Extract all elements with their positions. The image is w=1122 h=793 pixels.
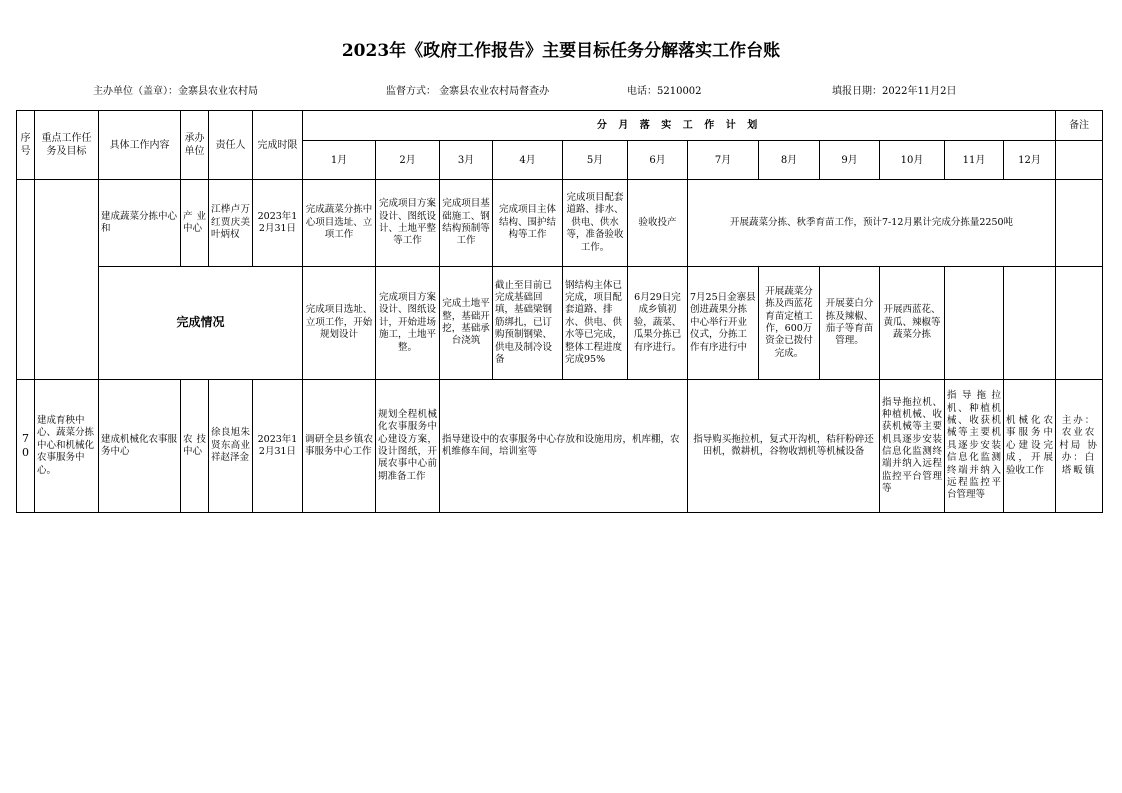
host-unit: 主办单位（盖章）：金寨县农业农村局 bbox=[93, 86, 258, 97]
status-cell-m2: 完成项目方案设计、图纸设计，开始进场施工，土地平整。 bbox=[376, 267, 440, 380]
plan-cell-m2: 完成项目方案设计、图纸设计、土地平整等工作 bbox=[376, 180, 440, 267]
table-row bbox=[17, 180, 1103, 267]
header-seq: 序号 bbox=[17, 111, 35, 180]
note-cell: 主办：农业农村局 协办：白塔畈镇 bbox=[1056, 380, 1103, 513]
plan-cell-m10: 指导拖拉机、种植机械、收获机械等主要机具逐步安装信息化监测终端并纳入远程监控平台管理等 bbox=[880, 380, 945, 513]
header-task: 重点工作任务及目标 bbox=[35, 111, 99, 180]
month-header: 12月 bbox=[1004, 141, 1056, 180]
plan-cell-m1: 完成蔬菜分拣中心项目选址、立项工作 bbox=[303, 180, 376, 267]
header-deadline: 完成时限 bbox=[253, 111, 303, 180]
status-cell-m10: 开展西蓝花、黄瓜、辣椒等蔬菜分拣 bbox=[880, 267, 945, 380]
plan-cell-m6: 验收投产 bbox=[628, 180, 688, 267]
person-cell: 徐良旭朱贤东高业祥赵泽金 bbox=[209, 380, 253, 513]
status-cell-m4: 截止至目前已完成基础回填，基础梁钢筋绑扎，已订购预制钢梁、供电及制冷设备 bbox=[493, 267, 563, 380]
person-cell: 江桦卢万红贾庆美叶炳权 bbox=[209, 180, 253, 267]
header-note: 备注 bbox=[1056, 111, 1103, 141]
plan-cell-m3: 完成项目基础施工、钢结构预制等工作 bbox=[440, 180, 493, 267]
plan-cell-m4: 完成项目主体结构、围护结构等工作 bbox=[493, 180, 563, 267]
status-cell-m8: 开展蔬菜分拣及西蓝花育苗定植工作，600万资金已拨付完成。 bbox=[759, 267, 820, 380]
header-org: 承办单位 bbox=[181, 111, 209, 180]
plan-cell-m7-12: 开展蔬菜分拣、秋季育苗工作，预计7-12月累计完成分拣量2250吨 bbox=[688, 180, 1056, 267]
report-title: 2023年《政府工作报告》主要目标任务分解落实工作台账 bbox=[341, 41, 781, 61]
month-header: 5月 bbox=[563, 141, 628, 180]
note-cell bbox=[1056, 141, 1103, 180]
task-cell: 建成育秧中心、蔬菜分拣中心和机械化农事服务中心。 bbox=[35, 380, 99, 513]
plan-cell-m7-9: 指导购买拖拉机，复式开沟机，秸秆粉碎还田机，微耕机，谷物收割机等机械设备 bbox=[688, 380, 880, 513]
header-content: 具体工作内容 bbox=[99, 111, 181, 180]
note-cell bbox=[1056, 180, 1103, 267]
supervision-method: 监督方式： 金寨县农业农村局督查办 bbox=[386, 86, 550, 97]
phone: 电话：5210002 bbox=[627, 86, 702, 97]
status-cell-m3: 完成土地平整，基础开挖，基础承台浇筑 bbox=[440, 267, 493, 380]
org-cell: 农技中心 bbox=[181, 380, 209, 513]
month-header: 8月 bbox=[759, 141, 820, 180]
deadline-cell: 2023年12月31日 bbox=[253, 380, 303, 513]
header-row bbox=[17, 111, 1103, 141]
org-cell: 产业中心 bbox=[181, 180, 209, 267]
month-header: 1月 bbox=[303, 141, 376, 180]
plan-cell-m12: 机械化农事服务中心建设完成，开展验收工作 bbox=[1004, 380, 1056, 513]
task-ledger-table bbox=[16, 110, 1103, 513]
status-label: 完成情况 bbox=[99, 267, 303, 380]
plan-cell-m2: 规划全程机械化农事服务中心建设方案，设计图纸，开展农事中心前期准备工作 bbox=[376, 380, 440, 513]
plan-cell-m5: 完成项目配套道路、排水、供电、供水等，准备验收工作。 bbox=[563, 180, 628, 267]
plan-cell-m1: 调研全县乡镇农事服务中心工作 bbox=[303, 380, 376, 513]
seq-cell bbox=[17, 180, 35, 380]
status-cell-m9: 开展荽白分拣及辣椒、茄子等育苗管理。 bbox=[820, 267, 880, 380]
status-cell-m12 bbox=[1004, 267, 1056, 380]
seq-cell: 70 bbox=[17, 380, 35, 513]
content-cell: 建成蔬菜分拣中心和 bbox=[99, 180, 181, 267]
month-header: 7月 bbox=[688, 141, 759, 180]
status-cell-m5: 钢结构主体已完成，项目配套道路、排水、供电、供水等已完成，整体工程进度完成95% bbox=[563, 267, 628, 380]
status-cell-m11 bbox=[945, 267, 1004, 380]
month-header: 9月 bbox=[820, 141, 880, 180]
status-cell-m6: 6月29日完成乡镇初验，蔬菜、瓜果分拣已有序进行。 bbox=[628, 267, 688, 380]
status-cell-m7: 7月25日金寨县创进蔬果分拣中心举行开业仪式，分拣工作有序进行中 bbox=[688, 267, 759, 380]
month-header: 10月 bbox=[880, 141, 945, 180]
month-header: 4月 bbox=[493, 141, 563, 180]
fill-date: 填报日期：2022年11月2日 bbox=[832, 86, 957, 97]
month-header: 2月 bbox=[376, 141, 440, 180]
month-header: 6月 bbox=[628, 141, 688, 180]
status-cell-m1: 完成项目选址、立项工作，开始规划设计 bbox=[303, 267, 376, 380]
header-monthly-plan: 分 月 落 实 工 作 计 划 bbox=[303, 111, 1056, 141]
deadline-cell: 2023年12月31日 bbox=[253, 180, 303, 267]
content-cell: 建成机械化农事服务中心 bbox=[99, 380, 181, 513]
note-cell bbox=[1056, 267, 1103, 380]
table-row bbox=[17, 380, 1103, 513]
month-header: 11月 bbox=[945, 141, 1004, 180]
plan-cell-m11: 指导拖拉机、种植机械、收获机械等主要机具逐步安装信息化监测终端并纳入远程监控平台管理等 bbox=[945, 380, 1004, 513]
task-cell bbox=[35, 180, 99, 380]
status-row bbox=[17, 267, 1103, 380]
plan-cell-m3-6: 指导建设中的农事服务中心存放和设施用房，机库棚，农机维修车间，培训室等 bbox=[440, 380, 688, 513]
header-person: 责任人 bbox=[209, 111, 253, 180]
month-header: 3月 bbox=[440, 141, 493, 180]
